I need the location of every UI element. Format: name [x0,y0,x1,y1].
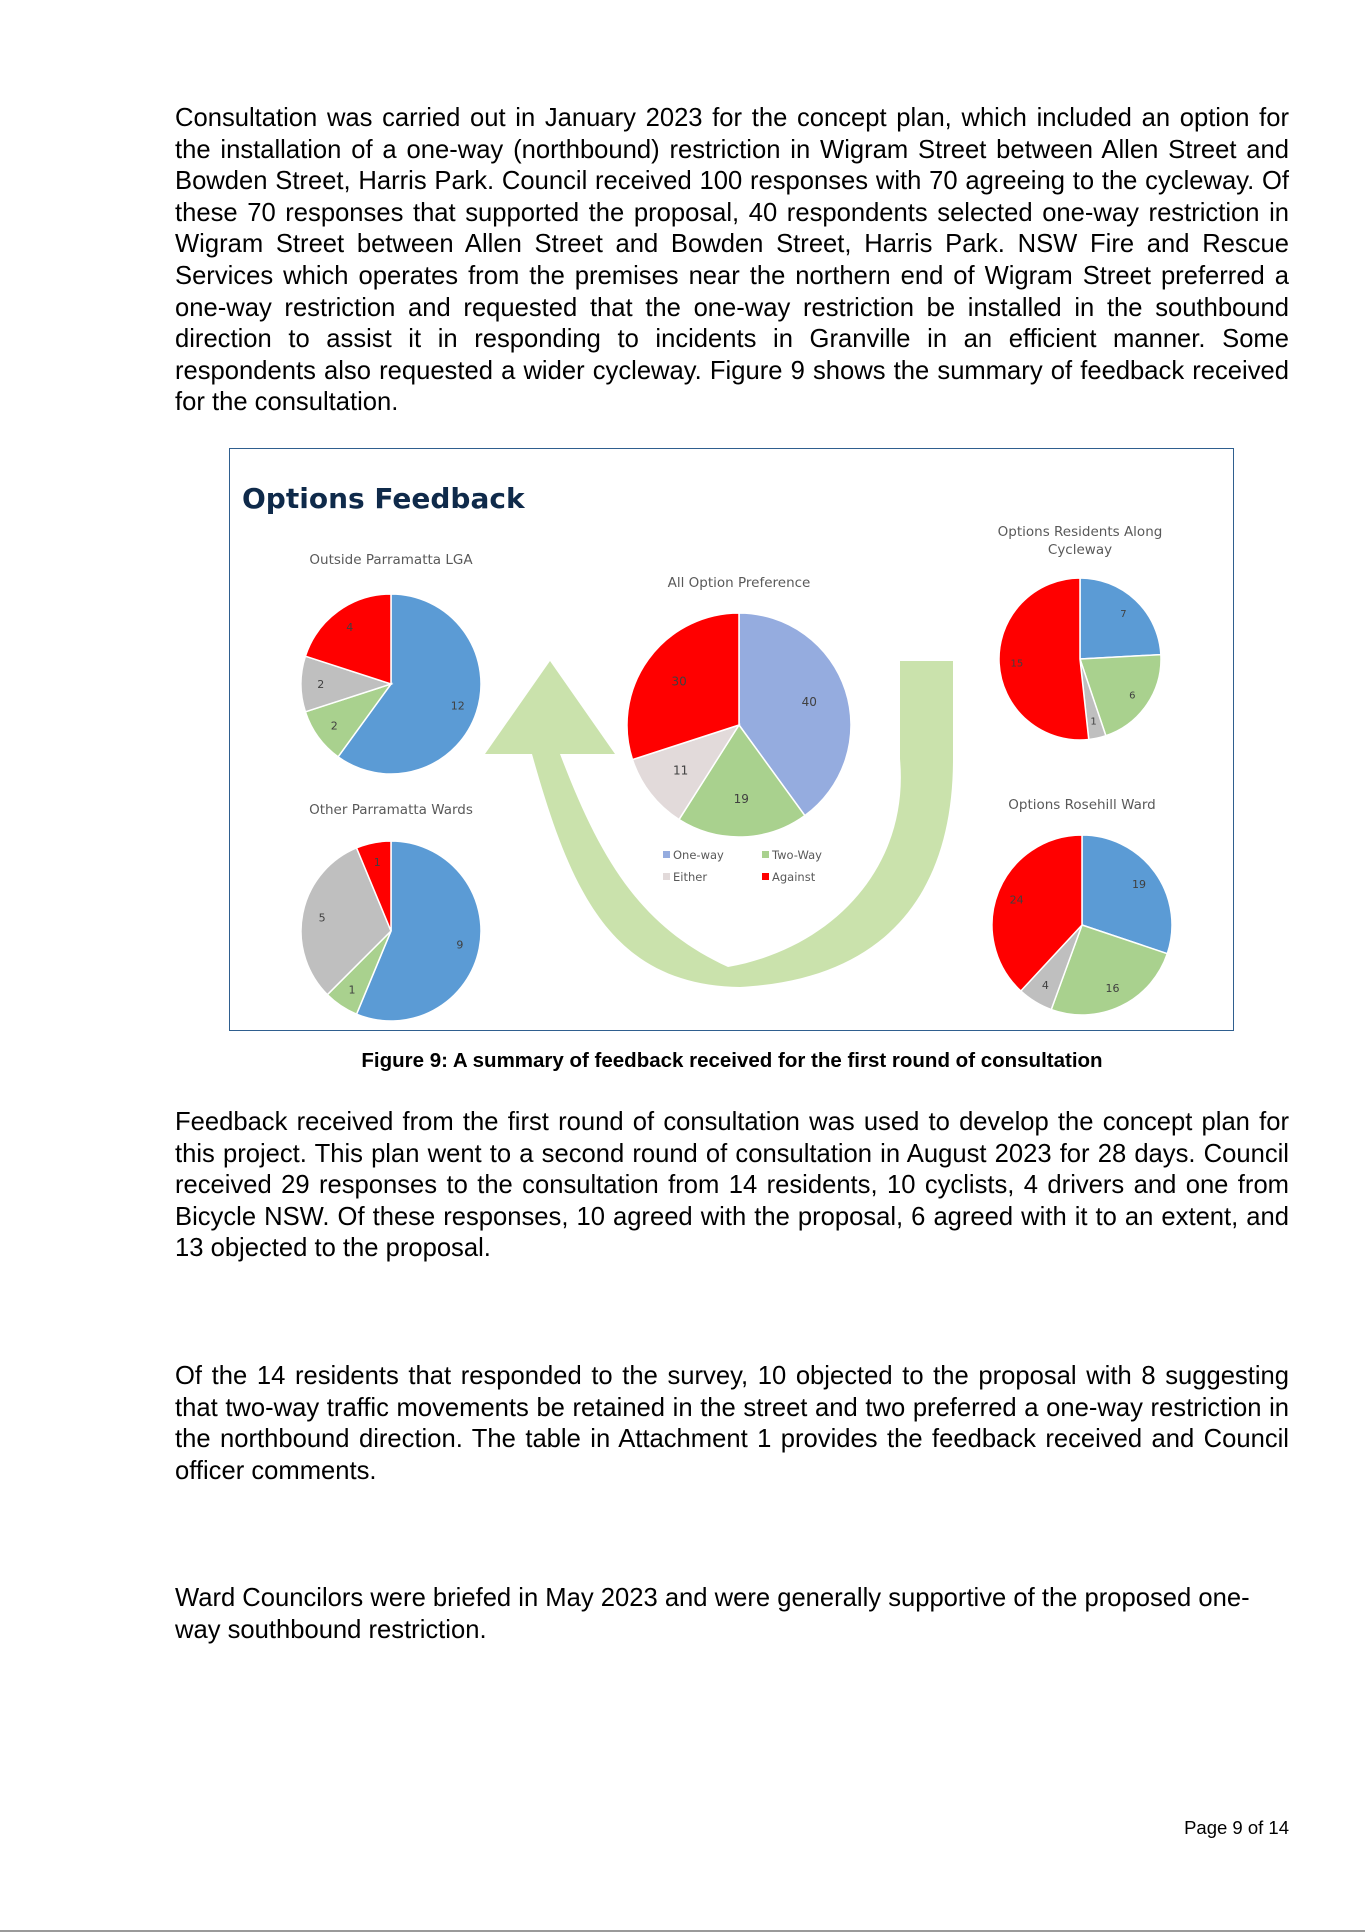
pie-outside-lga [301,552,481,774]
chart-main-title: Options Feedback [242,482,525,515]
legend-swatch-against [762,873,769,880]
legend-label-two-way: Two-Way [772,848,822,862]
figure-caption: Figure 9: A summary of feedback received for the first round of consultation [361,1049,1103,1072]
pie-data-label: 15 [1010,658,1024,670]
pie-data-label: 4 [346,621,354,635]
chart-legend [663,848,822,884]
pie-title: Options Rosehill Ward [1008,797,1156,813]
pie-title: Other Parramatta Wards [309,802,473,818]
pie-data-label: 4 [1041,978,1049,992]
councilors-paragraph: Ward Councilors were briefed in May 2023 and were generally supportive of the proposed one-way southbound restriction. [175,1584,1250,1644]
pie-data-label: 1 [373,856,381,870]
options-feedback-figure [229,448,1234,1031]
legend-label-one-way: One-way [673,848,724,862]
pie-data-label: 6 [1129,690,1136,702]
pie-data-label: 30 [671,674,687,689]
pie-data-label: 12 [450,699,465,713]
legend-swatch-two-way [762,851,769,858]
pie-title: Options Residents Along Cycleway [997,524,1163,558]
pie-data-label: 16 [1105,982,1120,996]
pie-title: All Option Preference [667,575,811,591]
legend-swatch-either [663,873,670,880]
pie-data-label: 19 [1131,878,1146,892]
legend-label-either: Either [673,870,708,884]
pie-data-label: 40 [801,695,817,710]
pie-title: Outside Parramatta LGA [309,552,473,568]
pie-data-label: 2 [317,678,325,691]
pie-all-options [627,575,851,837]
pie-data-label: 19 [733,791,749,806]
pie-data-label: 2 [330,719,338,733]
pie-data-label: 24 [1009,893,1024,907]
legend-label-against: Against [772,870,816,884]
pie-data-label: 7 [1120,609,1127,621]
second-round-paragraph: Feedback received from the first round of consultation was used to develop the concept plan for this project. This plan went to a second round of consultation in August 2023 for 28 days. Council received 29 responses to the consultation from 14 residents, 10 cyclists, 4 drivers and one from Bicycle NSW. Of these responses, 10 agreed with the proposal, 6 agreed with it to an extent, and 13 objected to the proposal. [175,1108,1289,1263]
pie-data-label: 11 [672,763,689,778]
legend-swatch-one-way [663,851,670,858]
pie-data-label: 5 [318,911,326,925]
intro-paragraph: Consultation was carried out in January 2023 for the concept plan, which included an option for the installation of a one-way (northbound) restriction in Wigram Street between Allen Street and Bowden Street, Harris Park. Council received 100 responses with 70 agreeing to the cycleway. Of these 70 responses that supported the proposal, 40 respondents selected one-way restriction in Wigram Street between Allen Street and Bowden Street, Harris Park. NSW Fire and Rescue Services which operates from the premises near the northern end of Wigram Street preferred a one-way restriction and requested that the one-way restriction be installed in the southbound direction to assist it in responding to incidents in Granville in an efficient manner. Some respondents also requested a wider cycleway. Figure 9 shows the summary of feedback received for the consultation. [175,104,1289,417]
pie-other-wards [301,802,481,1021]
pie-data-label: 9 [456,938,464,952]
pie-residents-cycleway [998,524,1163,740]
pie-rosehill-ward [992,797,1172,1015]
pie-data-label: 1 [348,983,356,997]
page-number: Page 9 of 14 [1184,1817,1289,1838]
residents-paragraph: Of the 14 residents that responded to the survey, 10 objected to the proposal with 8 suggesting that two-way traffic movements be retained in the street and two preferred a one-way restriction in the northbound direction. The table in Attachment 1 provides the feedback received and Council officer comments. [175,1362,1289,1485]
options-feedback-chart [230,449,1235,1032]
pie-data-label: 1 [1090,716,1097,728]
